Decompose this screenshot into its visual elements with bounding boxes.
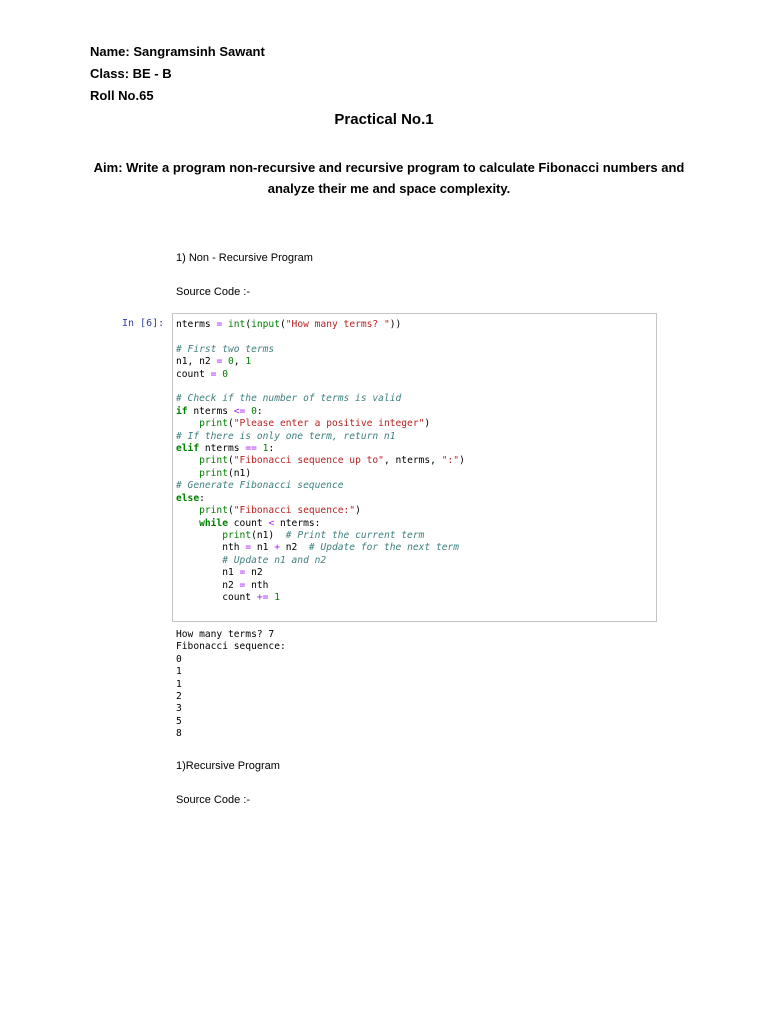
code-cell[interactable] [172, 313, 657, 622]
output-line: 3 [176, 703, 182, 715]
code-line: else: [176, 492, 205, 504]
code-line: print(n1) # Print the current term [222, 529, 425, 541]
code-line: # Update n1 and n2 [222, 554, 327, 566]
code-line: print(n1) [199, 467, 252, 479]
practical-title: Practical No.1 [334, 111, 434, 128]
source-code-label-2: Source Code :- [176, 794, 250, 806]
aim-text: Aim: Write a program non-recursive and recursive program to calculate Fibonacci numbers and analyze their me and space complexity. [93, 160, 685, 196]
student-name: Name: Sangramsinh Sawant [90, 44, 265, 59]
student-class: Class: BE - B [90, 66, 172, 81]
code-line: # If there is only one term, return n1 [176, 430, 396, 442]
code-line: count = 0 [176, 368, 228, 380]
code-line: n1 = n2 [176, 567, 263, 579]
code-line: # First two terms [176, 343, 275, 355]
output-line: How many terms? 7 [176, 629, 275, 640]
cell-prompt: In [6]: [122, 318, 165, 329]
code-line: elif nterms == 1: [176, 443, 275, 455]
code-line: print("Fibonacci sequence up to", nterms, ":") [199, 455, 465, 467]
roll-number: Roll No.65 [90, 88, 154, 103]
output-line: 8 [176, 728, 182, 740]
code-line: count += 1 [176, 591, 280, 603]
code-line: nth = n1 + n2 # Update for the next term [176, 542, 460, 554]
source-code-label: Source Code :- [176, 286, 250, 298]
section-heading-recursive: 1)Recursive Program [176, 760, 280, 772]
code-line [176, 331, 656, 343]
output-line: 5 [176, 715, 182, 727]
code-line: n1, n2 = 0, 1 [176, 356, 252, 368]
output-line: 1 [176, 666, 182, 678]
code-block [176, 319, 656, 604]
output-line: Fibonacci sequence: [176, 641, 286, 653]
code-line: nterms = int(input("How many terms? ")) [176, 319, 402, 330]
code-line: n2 = nth [176, 579, 269, 591]
output-line: 2 [176, 691, 182, 703]
code-line [176, 381, 656, 393]
code-line: if nterms <= 0: [176, 405, 263, 417]
code-line: # Check if the number of terms is valid [176, 393, 402, 405]
output-line: 1 [176, 678, 182, 690]
code-line: print("Fibonacci sequence:") [199, 505, 361, 517]
section-heading-non-recursive: 1) Non - Recursive Program [176, 252, 313, 264]
code-line: print("Please enter a positive integer") [199, 418, 431, 430]
code-line: while count < nterms: [199, 517, 321, 529]
cell-output [176, 629, 286, 741]
output-line: 0 [176, 653, 182, 665]
code-line: # Generate Fibonacci sequence [176, 480, 344, 492]
